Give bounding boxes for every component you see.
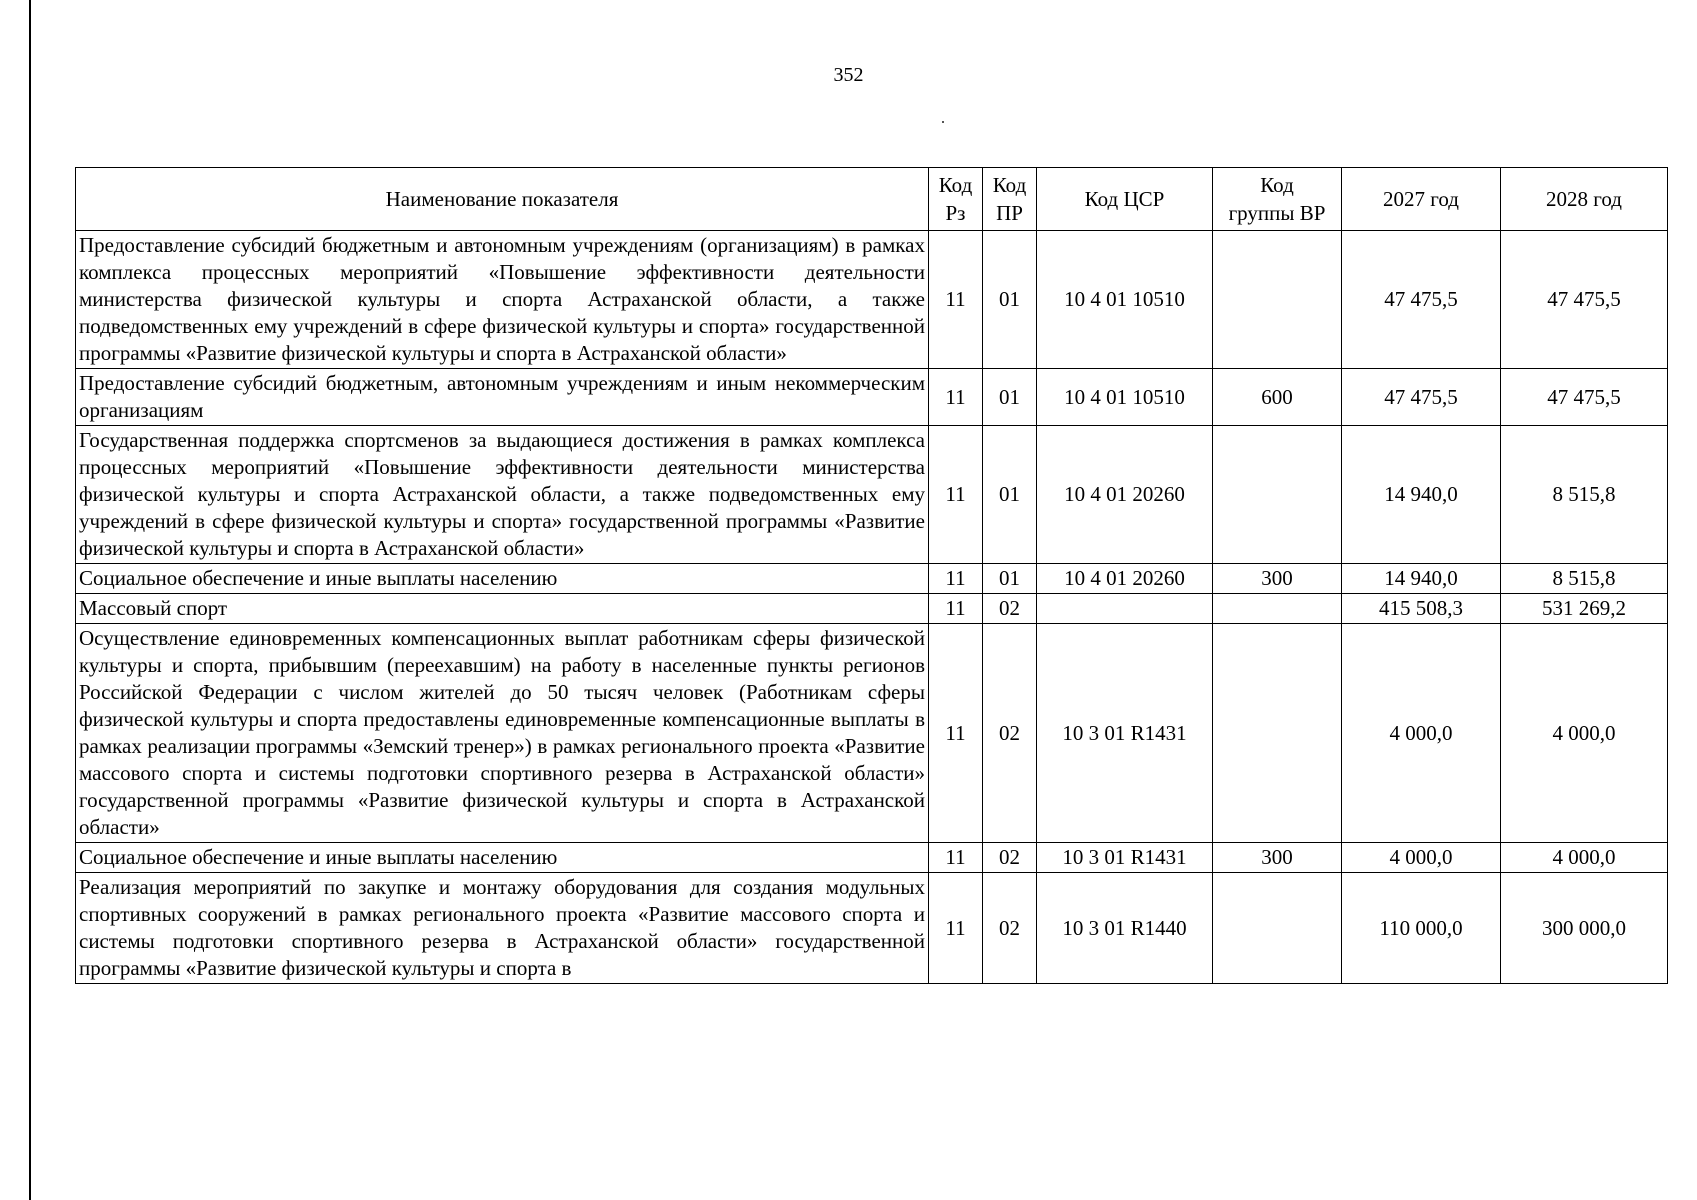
row-pr: 01 bbox=[983, 369, 1037, 426]
row-csr: 10 3 01 R1440 bbox=[1037, 873, 1213, 984]
row-rz: 11 bbox=[929, 843, 983, 873]
header-rz-line1: Код bbox=[938, 173, 973, 197]
header-vr-line1: Код bbox=[1260, 173, 1294, 197]
row-2028: 4 000,0 bbox=[1501, 624, 1668, 843]
header-rz-line2: Рз bbox=[945, 201, 966, 225]
row-2027: 4 000,0 bbox=[1342, 624, 1501, 843]
header-rz bbox=[929, 168, 983, 231]
header-name: Наименование показателя bbox=[76, 168, 929, 231]
row-2027: 14 940,0 bbox=[1342, 426, 1501, 564]
row-2027: 14 940,0 bbox=[1342, 564, 1501, 594]
row-pr: 02 bbox=[983, 624, 1037, 843]
row-csr: 10 3 01 R1431 bbox=[1037, 624, 1213, 843]
header-pr-line1: Код bbox=[992, 173, 1027, 197]
row-2028: 47 475,5 bbox=[1501, 369, 1668, 426]
row-name: Осуществление единовременных компенсационных выплат работникам сферы физической культуры и спорта, прибывшим (переехавшим) на работу в населенные пункты регионов Российской Федерации с числом жителей до 50 тысяч человек (Работникам сферы физической культуры и спорта предоставлены единовременные компенсационные выплаты в рамках реализации программы «Земский тренер») в рамках регионального проекта «Развитие массового спорта и системы подготовки спортивного резерва в Астраханской области» государственной программы «Развитие физической культуры и спорта в Астраханской области» bbox=[76, 624, 929, 843]
row-2027: 47 475,5 bbox=[1342, 231, 1501, 369]
row-name: Предоставление субсидий бюджетным и автономным учреждениям (организациям) в рамках комплекса процессных мероприятий «Повышение эффективности деятельности министерства физической культуры и спорта Астраханской области, а также подведомственных ему учреждений в сфере физической культуры и спорта» государственной программы «Развитие физической культуры и спорта в Астраханской области» bbox=[76, 231, 929, 369]
row-name: Социальное обеспечение и иные выплаты населению bbox=[76, 564, 929, 594]
row-csr: 10 4 01 10510 bbox=[1037, 369, 1213, 426]
row-name: Предоставление субсидий бюджетным, автономным учреждениям и иным некоммерческим организациям bbox=[76, 369, 929, 426]
table-row bbox=[76, 369, 1668, 426]
table-row bbox=[76, 873, 1668, 984]
row-vr bbox=[1213, 624, 1342, 843]
row-name: Массовый спорт bbox=[76, 594, 929, 624]
row-name: Социальное обеспечение и иные выплаты населению bbox=[76, 843, 929, 873]
row-2028: 47 475,5 bbox=[1501, 231, 1668, 369]
row-csr: 10 4 01 20260 bbox=[1037, 426, 1213, 564]
row-2028: 8 515,8 bbox=[1501, 564, 1668, 594]
row-rz: 11 bbox=[929, 564, 983, 594]
table-row bbox=[76, 843, 1668, 873]
header-pr bbox=[983, 168, 1037, 231]
header-vr-line2: группы ВР bbox=[1228, 201, 1326, 225]
row-2027: 47 475,5 bbox=[1342, 369, 1501, 426]
row-2028: 4 000,0 bbox=[1501, 843, 1668, 873]
table-header-row bbox=[76, 168, 1668, 231]
row-2028: 300 000,0 bbox=[1501, 873, 1668, 984]
row-csr bbox=[1037, 594, 1213, 624]
row-vr bbox=[1213, 594, 1342, 624]
row-2027: 110 000,0 bbox=[1342, 873, 1501, 984]
row-csr: 10 4 01 20260 bbox=[1037, 564, 1213, 594]
row-csr: 10 3 01 R1431 bbox=[1037, 843, 1213, 873]
page-margin-rule bbox=[29, 0, 31, 1200]
row-pr: 02 bbox=[983, 873, 1037, 984]
row-vr bbox=[1213, 873, 1342, 984]
row-2027: 4 000,0 bbox=[1342, 843, 1501, 873]
table-row bbox=[76, 231, 1668, 369]
row-rz: 11 bbox=[929, 231, 983, 369]
row-pr: 01 bbox=[983, 426, 1037, 564]
header-csr: Код ЦСР bbox=[1037, 168, 1213, 231]
row-2028: 8 515,8 bbox=[1501, 426, 1668, 564]
table-row bbox=[76, 426, 1668, 564]
row-name: Реализация мероприятий по закупке и монтажу оборудования для создания модульных спортивных сооружений в рамках регионального проекта «Развитие массового спорта и системы подготовки спортивного резерва в Астраханской области» государственной программы «Развитие физической культуры и спорта в bbox=[76, 873, 929, 984]
row-2027: 415 508,3 bbox=[1342, 594, 1501, 624]
row-pr: 02 bbox=[983, 594, 1037, 624]
table-row bbox=[76, 624, 1668, 843]
header-vr bbox=[1213, 168, 1342, 231]
row-rz: 11 bbox=[929, 873, 983, 984]
row-csr: 10 4 01 10510 bbox=[1037, 231, 1213, 369]
row-name: Государственная поддержка спортсменов за выдающиеся достижения в рамках комплекса процессных мероприятий «Повышение эффективности деятельности министерства физической культуры и спорта Астраханской области, а также подведомственных ему учреждений в сфере физической культуры и спорта» государственной программы «Развитие физической культуры и спорта в Астраханской области» bbox=[76, 426, 929, 564]
table-row bbox=[76, 594, 1668, 624]
row-rz: 11 bbox=[929, 624, 983, 843]
row-vr: 300 bbox=[1213, 564, 1342, 594]
row-vr: 300 bbox=[1213, 843, 1342, 873]
row-rz: 11 bbox=[929, 594, 983, 624]
header-2027: 2027 год bbox=[1342, 168, 1501, 231]
row-vr bbox=[1213, 231, 1342, 369]
row-vr: 600 bbox=[1213, 369, 1342, 426]
row-rz: 11 bbox=[929, 369, 983, 426]
row-rz: 11 bbox=[929, 426, 983, 564]
row-pr: 01 bbox=[983, 564, 1037, 594]
scan-speck bbox=[942, 121, 944, 123]
row-pr: 02 bbox=[983, 843, 1037, 873]
header-pr-line2: ПР bbox=[996, 201, 1023, 225]
row-pr: 01 bbox=[983, 231, 1037, 369]
page-number: 352 bbox=[833, 64, 864, 86]
row-2028: 531 269,2 bbox=[1501, 594, 1668, 624]
row-vr bbox=[1213, 426, 1342, 564]
table-row bbox=[76, 564, 1668, 594]
header-2028: 2028 год bbox=[1501, 168, 1668, 231]
budget-table bbox=[75, 167, 1668, 984]
